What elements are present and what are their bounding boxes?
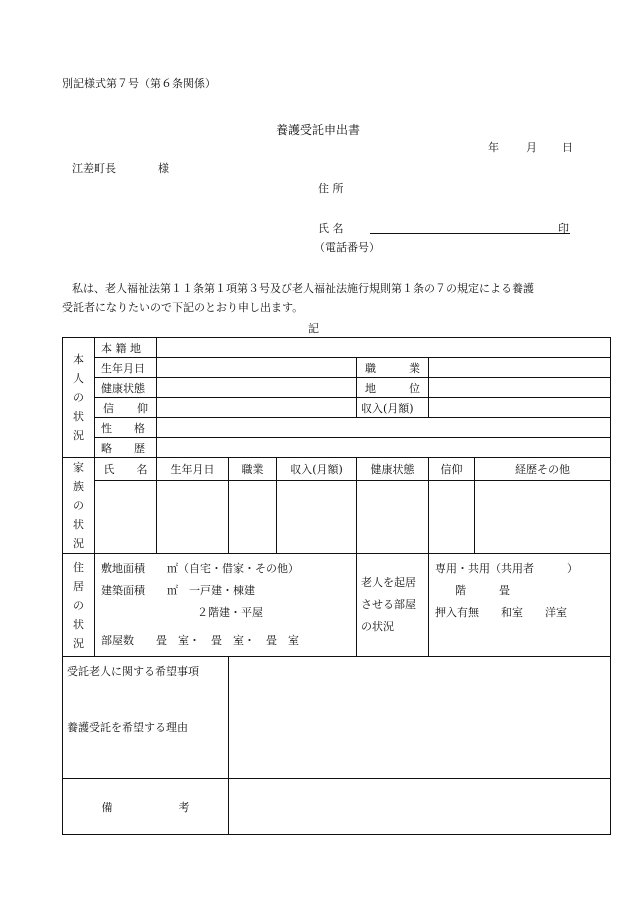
remarks-label: 備 考 (63, 779, 229, 835)
label-occupation: 職 業 (357, 358, 429, 378)
row-housing (63, 554, 611, 657)
addressee-honorific: 様 (158, 162, 169, 175)
family-field-faith[interactable] (429, 480, 475, 553)
wishes-label-2: 養護受託を希望する理由 (67, 721, 188, 734)
label-birthdate: 生年月日 (95, 358, 157, 378)
wishes-label-1: 受託老人に関する希望事項 (67, 665, 199, 678)
label-faith: 信 仰 (95, 398, 157, 418)
row-honseki (63, 338, 611, 358)
housing-room-details[interactable] (429, 554, 611, 657)
address-label: 住 所 (318, 182, 344, 195)
housing-details[interactable] (95, 554, 357, 657)
family-field-career[interactable] (475, 480, 611, 553)
form-reference: 別記様式第７号（第６条関係） (62, 77, 216, 90)
application-form-table (62, 337, 611, 835)
field-position[interactable] (429, 378, 611, 398)
ki-mark: 記 (308, 322, 319, 335)
family-field-income[interactable] (277, 480, 357, 553)
row-history (63, 438, 611, 458)
housing-building-area: 建築面積 ㎡ 一戸建・棟建 (101, 584, 255, 597)
wishes-field[interactable] (229, 657, 611, 779)
family-header-name: 氏 名 (95, 458, 157, 481)
row-birth-job (63, 358, 611, 378)
row-wishes (63, 657, 611, 779)
label-income: 収入(月額) (357, 398, 429, 418)
housing-room-label: 老人を起居 させる部屋 の状況 (357, 554, 429, 657)
field-honseki[interactable] (157, 338, 611, 358)
seal-mark: 印 (558, 222, 569, 235)
housing-tatami: 階 畳 (455, 584, 510, 597)
row-remarks (63, 779, 611, 835)
housing-use: 専用・共用（共用者 ） (435, 562, 578, 575)
name-label: 氏 名 (318, 222, 344, 235)
row-family-header (63, 458, 611, 481)
addressee: 江差町長 (72, 162, 116, 175)
field-birthdate[interactable] (157, 358, 357, 378)
row-family-body (63, 480, 611, 553)
label-health: 健康状態 (95, 378, 157, 398)
family-field-birth[interactable] (157, 480, 229, 553)
housing-floors: ２階建・平屋 (197, 606, 263, 619)
family-header-income: 収入(月額) (277, 458, 357, 481)
row-faith-income (63, 398, 611, 418)
family-field-health[interactable] (357, 480, 429, 553)
label-character: 性 格 (95, 418, 157, 438)
section-family: 家 族 の 状 況 (63, 458, 95, 554)
housing-closet: 押入有無 和室 洋室 (435, 606, 567, 619)
family-header-faith: 信仰 (429, 458, 475, 481)
family-header-career: 経歴その他 (475, 458, 611, 481)
row-health-position (63, 378, 611, 398)
housing-site-area: 敷地面積 ㎡（自宅・借家・その他） (101, 562, 299, 575)
date-month: 月 (526, 141, 537, 154)
wishes-labels (63, 657, 229, 779)
body-text-line2: 受託者になりたいので下記のとおり申し出ます。 (62, 301, 304, 314)
field-income[interactable] (429, 398, 611, 418)
field-occupation[interactable] (429, 358, 611, 378)
family-field-job[interactable] (229, 480, 277, 553)
section-personal: 本 人 の 状 況 (63, 338, 95, 458)
label-history: 略 歴 (95, 438, 157, 458)
field-history[interactable] (157, 438, 611, 458)
label-honseki: 本 籍 地 (95, 338, 157, 358)
remarks-field[interactable] (229, 779, 611, 835)
phone-label: （電話番号） (314, 241, 380, 254)
body-text-line1: 私は、老人福祉法第１１条第１項第３号及び老人福祉法施行規則第１条の７の規定による養護 (72, 282, 534, 295)
field-faith[interactable] (157, 398, 357, 418)
label-position: 地 位 (357, 378, 429, 398)
housing-rooms: 部屋数 畳 室・ 畳 室・ 畳 室 (101, 634, 299, 647)
family-header-birth: 生年月日 (157, 458, 229, 481)
family-field-name[interactable] (95, 480, 157, 553)
date-day: 日 (562, 141, 573, 154)
name-underline (370, 233, 570, 234)
family-header-health: 健康状態 (357, 458, 429, 481)
date-year: 年 (488, 141, 499, 154)
field-character[interactable] (157, 418, 611, 438)
section-housing: 住 居 の 状 況 (63, 554, 95, 657)
row-character (63, 418, 611, 438)
family-header-job: 職業 (229, 458, 277, 481)
page-title: 養護受託申出書 (276, 123, 361, 137)
field-health[interactable] (157, 378, 357, 398)
